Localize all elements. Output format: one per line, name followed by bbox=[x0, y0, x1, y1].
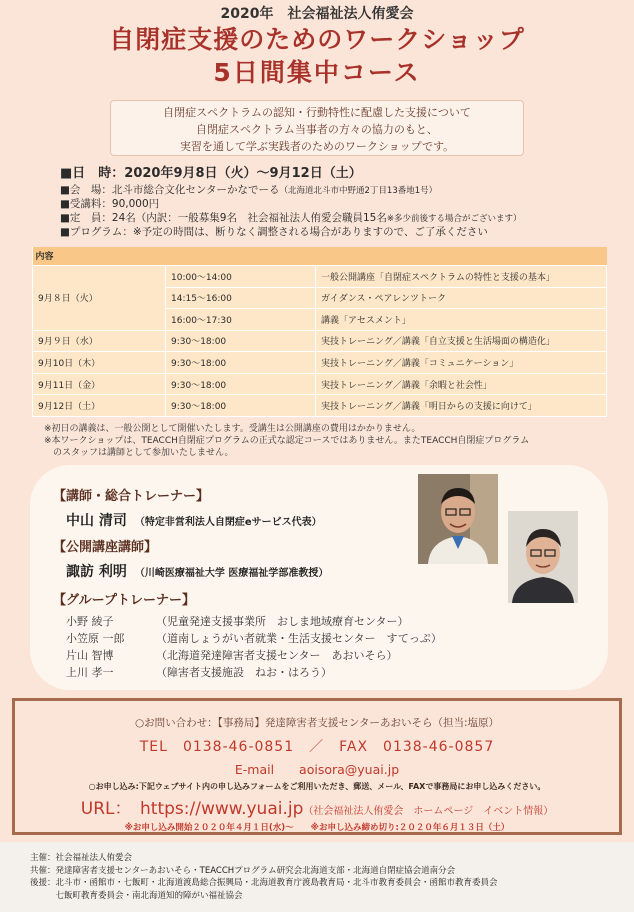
page-subtitle: 5日間集中コース bbox=[213, 58, 421, 87]
event-fee: ■受講料：90,000円 bbox=[60, 198, 160, 210]
footer-line: 共催：発達障害者支援センターあおいそら・TEACCHプログラム研究会北海道支部・北海道自閉症協会道南分会 bbox=[30, 865, 456, 876]
group-trainer-heading: 【グループトレーナー】 bbox=[53, 593, 195, 608]
trainer-name: 上川 孝一 bbox=[66, 666, 114, 679]
lecturer-portrait-icon bbox=[418, 474, 498, 564]
schedule-content: ガイダンス・ペアレンツトーク bbox=[316, 287, 607, 309]
lecturer-affiliation: （特定非営利法人自閉症eサービス代表） bbox=[134, 517, 322, 528]
schedule-table bbox=[32, 247, 607, 417]
footer-line: 七飯町教育委員会・南北海道知的障がい福祉協会 bbox=[30, 890, 243, 901]
event-info bbox=[60, 165, 620, 239]
schedule-content: 実技トレーニング／講義「コミュニケーション」 bbox=[316, 352, 607, 374]
schedule-time: 9:30～18:00 bbox=[166, 395, 316, 417]
trainer-affiliation: （児童発達支援事業所 おしま地域療育センター） bbox=[156, 615, 409, 628]
table-row bbox=[33, 352, 607, 374]
website-link[interactable]: URL： https://www.yuai.jp bbox=[80, 799, 304, 819]
list-item bbox=[66, 613, 409, 629]
schedule-time: 9:30～18:00 bbox=[166, 373, 316, 395]
public-lecturer-name: 諏訪 利明 bbox=[66, 564, 127, 580]
schedule-header: 内容 bbox=[33, 247, 607, 265]
list-item bbox=[66, 647, 398, 663]
schedule-content: 実技トレーニング／講義「自立支援と生活場面の構造化」 bbox=[316, 330, 607, 352]
trainer-name: 片山 智博 bbox=[66, 649, 114, 662]
schedule-day: 9月11日（金） bbox=[33, 373, 166, 395]
venue-address: （北海道北斗市中野通2丁目13番地1号） bbox=[279, 186, 438, 196]
intro-line: 自閉症スペクトラム当事者の方々の協力のもと、 bbox=[196, 123, 438, 136]
footer-line: 主催：社会福祉法人侑愛会 bbox=[30, 853, 133, 863]
table-row bbox=[33, 330, 607, 352]
schedule-day: 9月10日（木） bbox=[33, 352, 166, 374]
apply-note: ○お申し込み:下記ウェブサイト内の申し込みフォームをご利用いただき、郵送、メール、FAXで事務局にお申し込みください。 bbox=[88, 782, 546, 791]
public-lecturer-affiliation: （川崎医療福祉大学 医療福祉学部准教授） bbox=[134, 568, 329, 579]
event-venue bbox=[60, 183, 620, 197]
schedule-day: 9月12日（土） bbox=[33, 395, 166, 417]
page-title: 自閉症支援のためのワークショップ bbox=[109, 25, 525, 54]
trainer-affiliation: （北海道発達障害者支援センター あおいそら） bbox=[156, 649, 398, 662]
event-program: ■プログラム：※予定の時間は、断りなく調整される場合がありますので、ご了承ください bbox=[60, 226, 488, 238]
table-row bbox=[33, 265, 607, 287]
schedule-time: 16:00～17:30 bbox=[166, 309, 316, 331]
trainer-name: 小野 綾子 bbox=[66, 615, 114, 628]
application-period: ※お申し込み開始２０２０年４月１日(水)～ ※お申し込み締め切り:２０２０年６月１３日（土） bbox=[124, 823, 510, 833]
trainer-name: 小笠原 一郎 bbox=[66, 632, 125, 645]
lecturer-photo bbox=[418, 474, 498, 564]
schedule-time: 9:30～18:00 bbox=[166, 330, 316, 352]
list-item bbox=[66, 630, 442, 646]
schedule-content: 実技トレーニング／講義「明日からの支援に向けて」 bbox=[316, 395, 607, 417]
schedule-notes bbox=[44, 423, 624, 459]
capacity-label: ■定 員：24名（内訳：一般募集9名 社会福祉法人侑愛会職員15名 bbox=[60, 212, 387, 224]
footer-line: 後援：北斗市・函館市・七飯町・北海道渡島総合振興局・北海道教育庁渡島教育局・北斗市教育委員会・函館市教育委員会 bbox=[30, 878, 498, 888]
inquiry-line: ○お問い合わせ：【事務局】発達障害者支援センターあおいそら（担当:塩原） bbox=[134, 717, 500, 729]
public-lecturer-photo bbox=[508, 511, 578, 603]
schedule-day: 9月９日（水） bbox=[33, 330, 166, 352]
intro-line: 実習を通して学ぶ実践者のためのワークショップです。 bbox=[179, 140, 455, 153]
schedule-time: 9:30～18:00 bbox=[166, 352, 316, 374]
schedule-day: 9月８日（火） bbox=[33, 265, 166, 330]
public-lecturer-heading: 【公開講座講師】 bbox=[53, 540, 158, 555]
schedule-content: 一般公開講座「自閉症スペクトラムの特性と支援の基本」 bbox=[316, 265, 607, 287]
table-row bbox=[33, 395, 607, 417]
event-capacity bbox=[60, 211, 620, 225]
note-line: のスタッフは講師として参加いたしません。 bbox=[44, 448, 234, 458]
contact-box bbox=[12, 698, 622, 835]
note-line: ※本ワークショップは、TEACCH自閉症プログラムの正式な認定コースではありません。またTEACCH自閉症プログラム bbox=[44, 436, 530, 446]
url-line bbox=[15, 794, 619, 819]
schedule-time: 10:00～14:00 bbox=[166, 265, 316, 287]
header bbox=[0, 4, 634, 90]
tel-fax: TEL 0138-46-0851 ／ FAX 0138-46-0857 bbox=[139, 739, 495, 755]
trainer-affiliation: （道南しょうがい者就業・生活支援センター すてっぷ） bbox=[156, 632, 442, 645]
lecturer-entry bbox=[66, 510, 322, 530]
schedule-content: 実技トレーニング／講義「余暇と社会性」 bbox=[316, 373, 607, 395]
url-description: （社会福祉法人侑愛会 ホームページ イベント情報） bbox=[303, 806, 554, 817]
note-line: ※初日の講義は、一般公開として開催いたします。受講生は公開講座の費用はかかりません。 bbox=[44, 424, 421, 434]
public-lecturer-entry bbox=[66, 561, 328, 581]
email-link[interactable]: E-mail aoisora@yuai.jp bbox=[234, 762, 400, 777]
footer bbox=[0, 842, 634, 912]
intro-line: 自閉症スペクトラムの認知・行動特性に配慮した支援について bbox=[163, 106, 471, 119]
intro-box bbox=[110, 100, 524, 156]
lecturer-heading: 【講師・総合トレーナー】 bbox=[53, 489, 210, 504]
public-lecturer-portrait-icon bbox=[508, 511, 578, 603]
schedule-content: 講義「アセスメント」 bbox=[316, 309, 607, 331]
table-row bbox=[33, 373, 607, 395]
event-date: ■日 時：2020年9月8日（火）～9月12日（土） bbox=[60, 166, 362, 181]
capacity-note: ※多少前後する場合がございます） bbox=[386, 214, 522, 224]
organizer-subtitle: 2020年 社会福祉法人侑愛会 bbox=[220, 6, 414, 22]
venue-label: ■会 場：北斗市総合文化センターかなでーる bbox=[60, 184, 280, 196]
lecturer-name: 中山 清司 bbox=[66, 513, 127, 529]
list-item bbox=[66, 664, 332, 680]
schedule-time: 14:15～16:00 bbox=[166, 287, 316, 309]
trainer-affiliation: （障害者支援施設 ねお・はろう） bbox=[156, 666, 332, 679]
